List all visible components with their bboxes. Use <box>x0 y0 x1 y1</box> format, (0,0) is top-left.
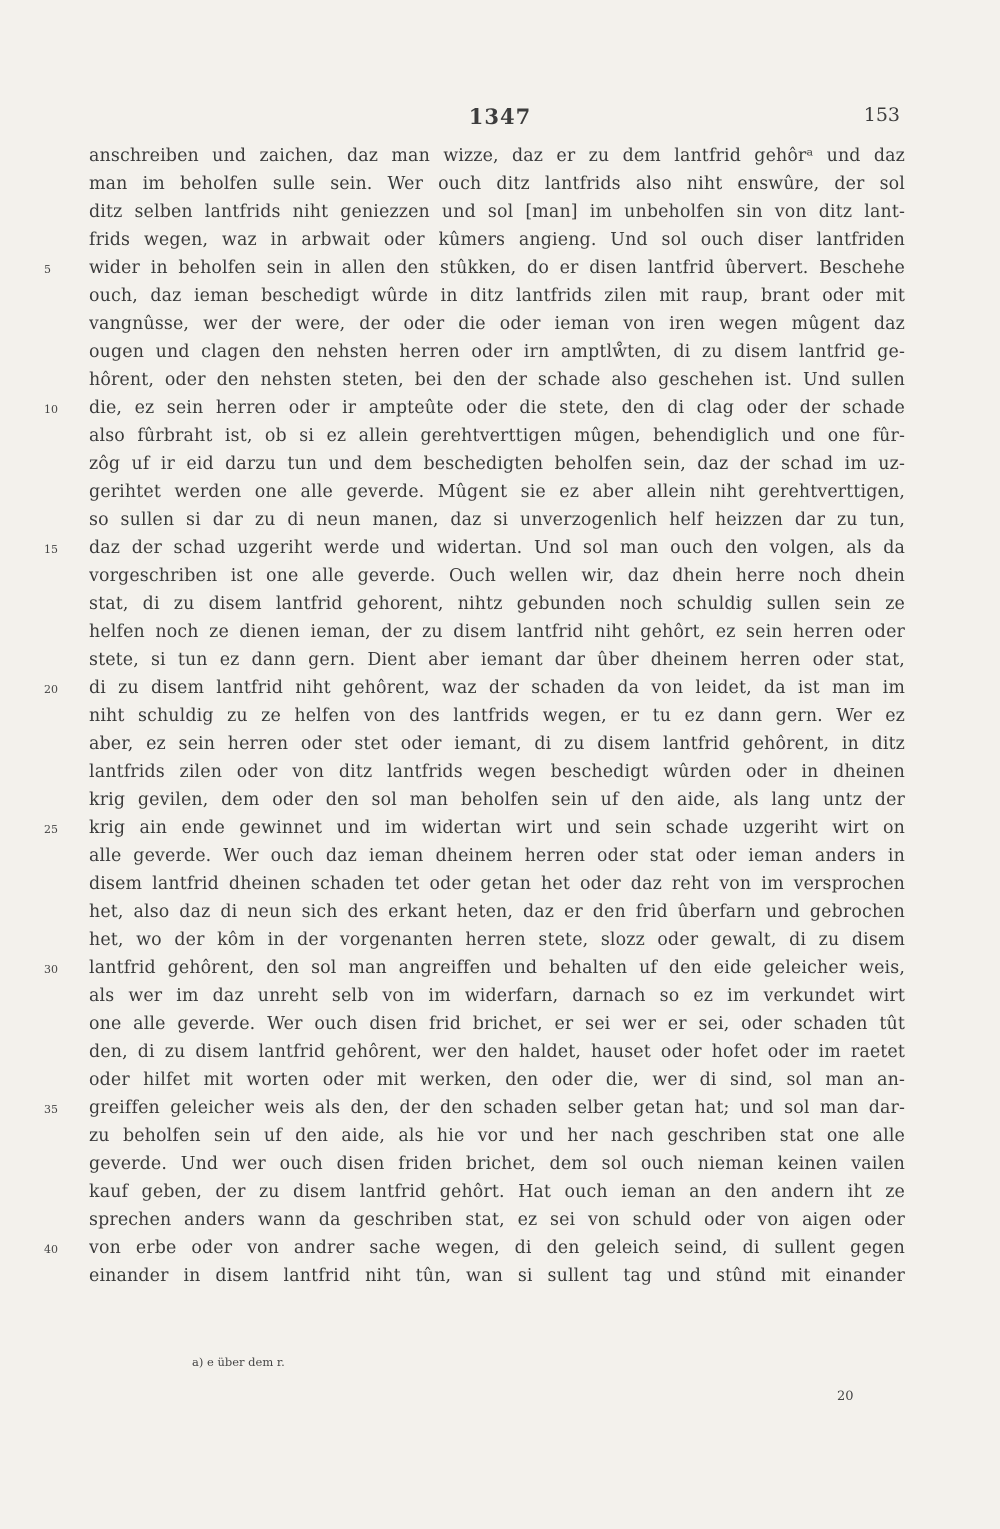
line-text: helfen noch ze dienen ieman, der zu disem lantfrid niht gehôrt, ez sein herren oder <box>89 622 905 642</box>
text-line <box>0 198 1000 227</box>
line-text: zôg uf ir eid darzu tun und dem beschedigten beholfen sein, daz der schad im uz- <box>89 454 905 474</box>
text-line <box>0 1010 1000 1039</box>
line-text: lantfrids zilen oder von ditz lantfrids wegen beschedigt wûrden oder in dheinen <box>89 762 905 782</box>
text-line <box>0 842 1000 871</box>
line-number: 5 <box>44 263 51 276</box>
text-line <box>0 646 1000 675</box>
text-line <box>0 282 1000 311</box>
signature-mark: 20 <box>837 1389 854 1404</box>
line-number: 35 <box>44 1103 58 1116</box>
text-line <box>0 394 1000 423</box>
text-line <box>0 142 1000 171</box>
text-line <box>0 814 1000 843</box>
line-text: den, di zu disem lantfrid gehôrent, wer den haldet, hauset oder hofet oder im raetet <box>89 1042 905 1062</box>
text-line <box>0 926 1000 955</box>
text-line <box>0 1262 1000 1291</box>
line-text: frids wegen, waz in arbwait oder kûmers angieng. Und sol ouch diser lantfriden <box>89 230 905 250</box>
text-line <box>0 758 1000 787</box>
line-text: greiffen geleicher weis als den, der den schaden selber getan hat; und sol man dar- <box>89 1098 905 1118</box>
line-text: stat, di zu disem lantfrid gehorent, nihtz gebunden noch schuldig sullen sein ze <box>89 594 905 614</box>
text-line <box>0 338 1000 367</box>
line-text: ouch, daz ieman beschedigt wûrde in ditz lantfrids zilen mit raup, brant oder mit <box>89 286 905 306</box>
text-line <box>0 898 1000 927</box>
text-line <box>0 422 1000 451</box>
text-line <box>0 1038 1000 1067</box>
line-text: aber, ez sein herren oder stet oder iemant, di zu disem lantfrid gehôrent, in ditz <box>89 734 905 754</box>
line-text: geverde. Und wer ouch disen friden brichet, dem sol ouch nieman keinen vailen <box>89 1154 905 1174</box>
line-text: daz der schad uzgeriht werde und widertan. Und sol man ouch den volgen, als da <box>89 538 905 558</box>
text-line <box>0 1234 1000 1263</box>
text-line <box>0 982 1000 1011</box>
line-text: niht schuldig zu ze helfen von des lantfrids wegen, er tu ez dann gern. Wer ez <box>89 706 905 726</box>
text-line <box>0 590 1000 619</box>
line-text: hôrent, oder den nehsten steten, bei den der schade also geschehen ist. Und sullen <box>89 370 905 390</box>
text-line <box>0 1122 1000 1151</box>
text-line <box>0 254 1000 283</box>
text-line <box>0 506 1000 535</box>
line-text: von erbe oder von andrer sache wegen, di den geleich seind, di sullent gegen <box>89 1238 905 1258</box>
text-line <box>0 1178 1000 1207</box>
line-text: so sullen si dar zu di neun manen, daz si unverzogenlich helf heizzen dar zu tun, <box>89 510 905 530</box>
line-text: als wer im daz unreht selb von im widerfarn, darnach so ez im verkundet wirt <box>89 986 905 1006</box>
line-text: vangnûsse, wer der were, der oder die oder ieman von iren wegen mûgent daz <box>89 314 905 334</box>
text-line <box>0 1206 1000 1235</box>
text-line <box>0 450 1000 479</box>
line-text: oder hilfet mit worten oder mit werken, den oder die, wer di sind, sol man an- <box>89 1070 905 1090</box>
text-line <box>0 786 1000 815</box>
text-line <box>0 562 1000 591</box>
line-text: anschreiben und zaichen, daz man wizze, daz er zu dem lantfrid gehôrᵃ und daz <box>89 146 905 166</box>
text-line <box>0 366 1000 395</box>
line-number: 30 <box>44 963 58 976</box>
line-number: 20 <box>44 683 58 696</box>
line-text: die, ez sein herren oder ir ampteûte oder die stete, den di clag oder der schade <box>89 398 905 418</box>
line-text: lantfrid gehôrent, den sol man angreiffen und behalten uf den eide geleicher weis, <box>89 958 905 978</box>
text-line <box>0 702 1000 731</box>
line-text: man im beholfen sulle sein. Wer ouch ditz lantfrids also niht enswûre, der sol <box>89 174 905 194</box>
line-text: also fûrbraht ist, ob si ez allein gerehtverttigen mûgen, behendiglich und one fûr- <box>89 426 905 446</box>
line-text: gerihtet werden one alle geverde. Mûgent sie ez aber allein niht gerehtverttigen, <box>89 482 905 502</box>
line-text: one alle geverde. Wer ouch disen frid brichet, er sei wer er sei, oder schaden tût <box>89 1014 905 1034</box>
line-text: het, wo der kôm in der vorgenanten herren stete, slozz oder gewalt, di zu disem <box>89 930 905 950</box>
line-number: 25 <box>44 823 58 836</box>
text-line <box>0 954 1000 983</box>
page-year-heading: 1347 <box>468 104 532 129</box>
line-text: vorgeschriben ist one alle geverde. Ouch wellen wir, daz dhein herre noch dhein <box>89 566 905 586</box>
line-text: stete, si tun ez dann gern. Dient aber iemant dar ûber dheinem herren oder stat, <box>89 650 905 670</box>
line-text: wider in beholfen sein in allen den stûkken, do er disen lantfrid ûbervert. Beschehe <box>89 258 905 278</box>
line-text: ditz selben lantfrids niht geniezzen und sol [man] im unbeholfen sin von ditz lant- <box>89 202 905 222</box>
line-text: einander in disem lantfrid niht tûn, wan si sullent tag und stûnd mit einander <box>89 1266 905 1286</box>
line-text: sprechen anders wann da geschriben stat, ez sei von schuld oder von aigen oder <box>89 1210 905 1230</box>
line-text: het, also daz di neun sich des erkant heten, daz er den frid ûberfarn und gebrochen <box>89 902 905 922</box>
line-text: zu beholfen sein uf den aide, als hie vor und her nach geschriben stat one alle <box>89 1126 905 1146</box>
line-number: 15 <box>44 543 58 556</box>
text-line <box>0 226 1000 255</box>
footnote: a) e über dem r. <box>192 1355 285 1369</box>
line-text: kauf geben, der zu disem lantfrid gehôrt. Hat ouch ieman an den andern iht ze <box>89 1182 905 1202</box>
text-line <box>0 730 1000 759</box>
line-text: ougen und clagen den nehsten herren oder irn amptlẘten, di zu disem lantfrid ge- <box>89 342 905 362</box>
line-number: 40 <box>44 1243 58 1256</box>
text-line <box>0 170 1000 199</box>
text-line <box>0 534 1000 563</box>
line-text: disem lantfrid dheinen schaden tet oder getan het oder daz reht von im versprochen <box>89 874 905 894</box>
text-line <box>0 1066 1000 1095</box>
text-line <box>0 1150 1000 1179</box>
text-line <box>0 1094 1000 1123</box>
text-line <box>0 618 1000 647</box>
text-line <box>0 478 1000 507</box>
line-text: krig gevilen, dem oder den sol man beholfen sein uf den aide, als lang untz der <box>89 790 905 810</box>
text-line <box>0 870 1000 899</box>
page-number: 153 <box>863 104 900 126</box>
line-text: krig ain ende gewinnet und im widertan wirt und sein schade uzgeriht wirt on <box>89 818 905 838</box>
text-line <box>0 310 1000 339</box>
text-line <box>0 674 1000 703</box>
line-text: alle geverde. Wer ouch daz ieman dheinem herren oder stat oder ieman anders in <box>89 846 905 866</box>
line-number: 10 <box>44 403 58 416</box>
line-text: di zu disem lantfrid niht gehôrent, waz der schaden da von leidet, da ist man im <box>89 678 905 698</box>
